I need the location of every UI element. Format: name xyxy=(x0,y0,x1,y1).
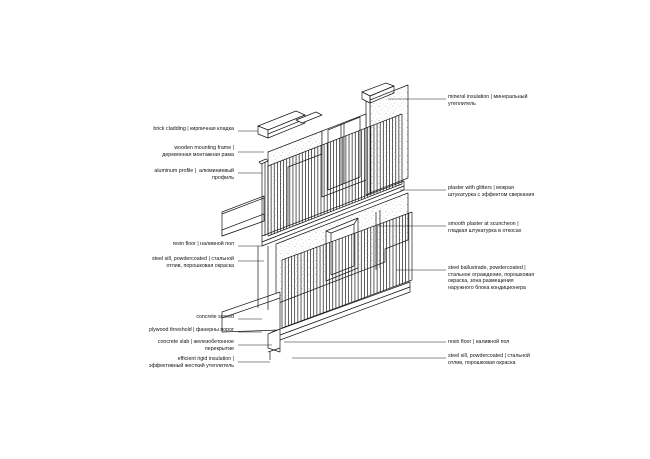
label-mineral-insulation: mineral insulation | минеральный утеплитель xyxy=(448,94,528,107)
brick-cladding-column xyxy=(258,111,322,138)
upper-slab xyxy=(222,196,264,236)
upper-window-frame xyxy=(322,114,366,197)
label-concrete-slab: concrete slab | железобетонное перекрытие xyxy=(157,339,234,352)
label-plywood-threshold: plywood threshold | фанерны порог xyxy=(149,327,234,333)
label-brick-cladding: brick cladding | кирпичная кладка xyxy=(153,126,234,132)
label-resin-floor-upper: resin floor | наливной пол xyxy=(172,241,234,247)
label-steel-sill-lower: steel sill, powdercoated | стальной отлив, порошковая окраска xyxy=(448,353,531,366)
label-plaster-glitters: plaster with glitters | мокрая штукатурка с эффектом сверкания xyxy=(448,185,535,198)
label-steel-balustrade: steel ballustrade, powdercoated | стальное ограждение, порошковая окраска, зона размещения наружного блока кондиционера xyxy=(448,265,535,291)
label-rigid-insulation: efficient rigid insulation | эффективный жесткий утеплитель xyxy=(148,356,234,369)
lower-slab xyxy=(222,282,410,360)
label-resin-floor-lower: resin floor | наливной пол xyxy=(448,339,510,345)
label-wooden-mounting-frame: wooden mounting frame | деревянная монтажная рама xyxy=(162,145,234,158)
label-aluminum-profile: aluminum profile | алюминиевый профиль xyxy=(154,168,234,181)
label-smooth-plaster: smooth plaster at scuncheon | гладкая штукатурка в откосах xyxy=(448,221,522,234)
label-steel-sill-upper: steel sill, powdercoated | стальной отлив, порошковая окраска xyxy=(151,256,234,269)
label-concrete-screed: concrete screed xyxy=(196,314,234,320)
